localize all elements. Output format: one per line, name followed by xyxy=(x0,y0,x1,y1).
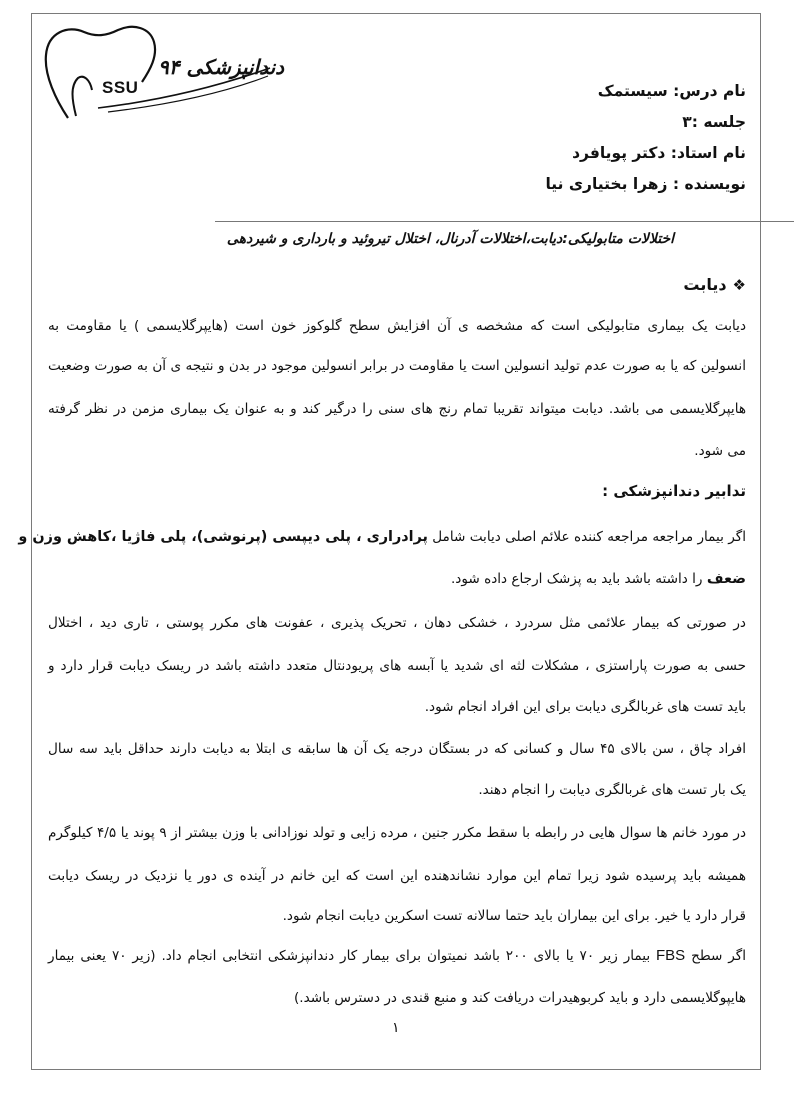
fbs-term: FBS xyxy=(656,947,686,964)
paragraph-line xyxy=(48,946,746,966)
paragraph-line xyxy=(18,527,746,547)
paragraph-line: قرار دارد یا خیر. برای این بیماران باید حتما سالانه تست اسکرین دیابت انجام شود. xyxy=(282,908,746,924)
logo-title: دندانپزشکی ۹۴ xyxy=(158,55,285,79)
page-number: ۱ xyxy=(392,1020,400,1036)
author-name: نویسنده : زهرا بختیاری نیا xyxy=(545,175,746,193)
text-run: اگر سطح xyxy=(685,948,746,964)
subject-line: اختلالات متابولیکی:دیابت،اختلالات آدرنال، اختلال تیروئید و بارداری و شیردهی xyxy=(226,231,674,247)
logo-ssu: SSU xyxy=(102,78,139,97)
teacher-name: نام استاد: دکتر پویافرد xyxy=(572,144,746,162)
section-heading-text: دیابت xyxy=(683,275,727,294)
paragraph-line: یک بار تست های غربالگری دیابت را انجام دهند. xyxy=(478,782,746,798)
section-heading xyxy=(683,275,746,294)
bold-symptoms: پرادراری ، پلی دیپسی (پرنوشی)، پلی فاژیا ،کاهش وزن و xyxy=(18,529,428,545)
subheading: تدابیر دندانپزشکی : xyxy=(602,482,746,500)
intro-line: دیابت یک بیماری متابولیکی است که مشخصه ی آن افزایش سطح گلوکوز خون است (هایپرگلایسمی ) یا مقاومت به xyxy=(48,318,746,334)
ssu-dentistry-logo xyxy=(38,20,285,125)
paragraph-line: در صورتی که بیمار علائمی مثل سردرد ، خشکی دهان ، تحریک پذیری ، عفونت های مکرر پوستی ، تاری دید ، اختلال xyxy=(48,615,746,631)
intro-line: انسولین که یا به صورت عدم تولید انسولین است یا مقاومت در برابر انسولین موجود در بدن و نتیجه ی آن به صورت وضعیت xyxy=(48,358,746,374)
text-run: اگر بیمار مراجعه مراجعه کننده علائم اصلی دیابت شامل xyxy=(427,529,746,545)
text-run: بیمار زیر ۷۰ یا بالای ۲۰۰ باشد نمیتوان برای بیمار کار دندانپزشکی انتخابی انجام داد. (زیر ۷۰ یعنی بیمار xyxy=(48,948,657,964)
paragraph-line: حسی به صورت پاراستزی ، مشکلات لثه ای شدید یا آبسه های پریودنتال متعدد داشته باشد در ریسک دیابت قرار دارد و xyxy=(48,658,746,674)
bold-weakness: ضعف xyxy=(706,571,746,587)
diamond-bullet-icon: ❖ xyxy=(732,276,746,294)
document-meta xyxy=(545,76,746,200)
intro-line: هایپرگلایسمی می باشد. دیابت میتواند تقریبا تمام رنج های سنی را درگیر کند و به عنوان یک بیماری مزمن در نظر گرفته xyxy=(48,401,746,417)
paragraph-line: همیشه باید پرسیده شود زیرا تمام این موارد نشاندهنده این است که این خانم در آینده ی دور یا نزدیک در ریسک دیابت xyxy=(48,868,746,884)
paragraph-line: هایپوگلایسمی دارد و باید کربوهیدرات دریافت کند و منبع قندی در دسترس باشد.) xyxy=(293,990,746,1006)
course-name: نام درس: سیستمک xyxy=(597,82,746,100)
paragraph-line: افراد چاق ، سن بالای ۴۵ سال و کسانی که در بستگان درجه یک آن ها سابقه ی ابتلا به دیابت دارند حداقل باید سه سال xyxy=(48,741,747,757)
text-run: را داشته باشد باید به پزشک ارجاع داده شود. xyxy=(450,571,707,587)
header-divider xyxy=(215,221,794,222)
paragraph-line: باید تست های غربالگری دیابت برای این افراد انجام شود. xyxy=(424,699,746,715)
intro-line: می شود. xyxy=(694,443,746,459)
paragraph-line: در مورد خانم ها سوال هایی در رابطه با سقط مکرر جنین ، مرده زایی و تولد نوزادانی با وزن بیشتر از ۹ پوند یا ۴/۵ کیلوگرم xyxy=(48,825,746,841)
session-number: جلسه :۳ xyxy=(682,113,746,131)
paragraph-line xyxy=(48,569,746,589)
